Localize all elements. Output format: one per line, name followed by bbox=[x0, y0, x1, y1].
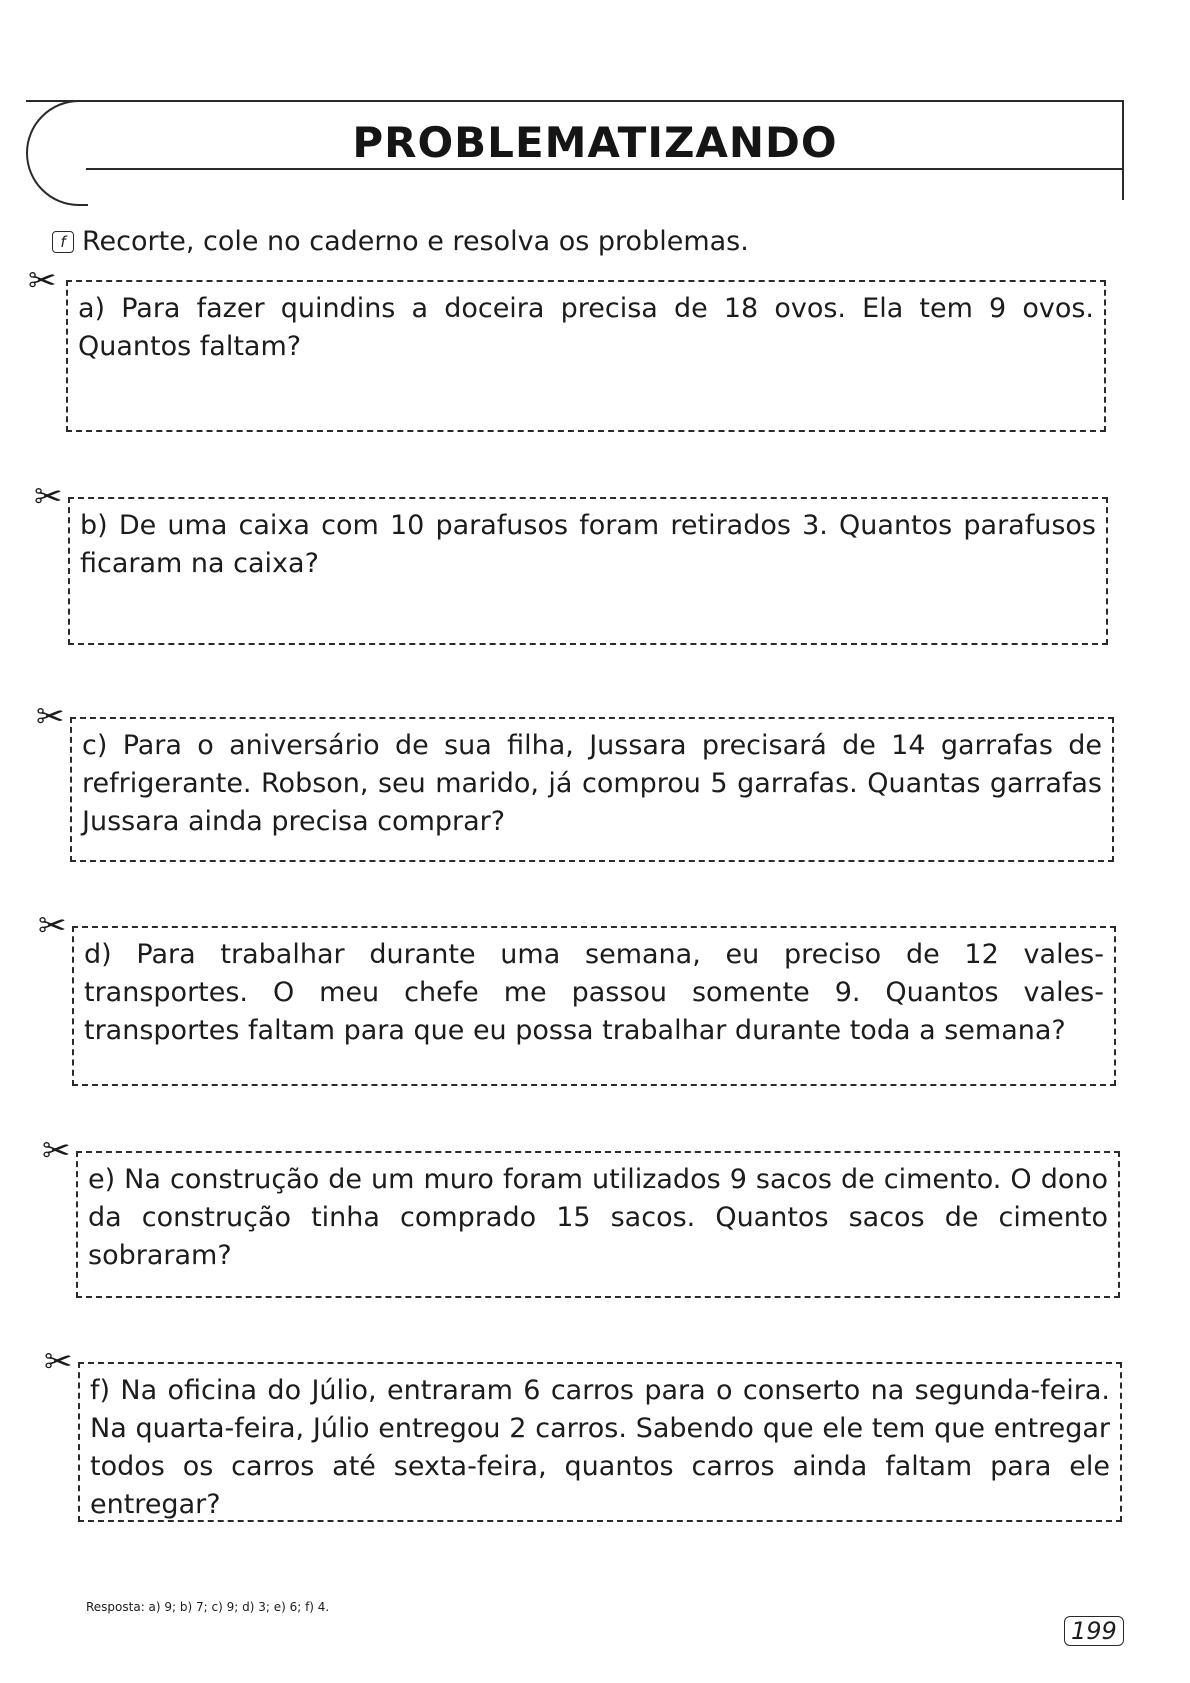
page-title: PROBLEMATIZANDO bbox=[352, 118, 838, 167]
problem-c bbox=[70, 717, 1114, 862]
problem-e-text: e) Na construção de um muro foram utilizados 9 sacos de cimento. O dono da construção tinha comprado 15 sacos. Quantos sacos de cimento sobraram? bbox=[88, 1164, 1108, 1271]
page-number: 199 bbox=[1064, 1616, 1124, 1646]
scissors-icon: ✂ bbox=[44, 1342, 73, 1382]
problem-c-text: c) Para o aniversário de sua filha, Jussara precisará de 14 garrafas de refrigerante. Robson, seu marido, já comprou 5 garrafas. Quantas garrafas Jussara ainda precisa comprar? bbox=[82, 730, 1102, 837]
scissors-icon: ✂ bbox=[28, 261, 57, 301]
problem-e bbox=[76, 1151, 1120, 1298]
scissors-icon: ✂ bbox=[34, 477, 63, 517]
instruction bbox=[52, 226, 749, 257]
answer-key: Resposta: a) 9; b) 7; c) 9; d) 3; e) 6; f) 4. bbox=[86, 1600, 330, 1614]
problem-a bbox=[66, 280, 1106, 432]
scissors-icon: ✂ bbox=[38, 906, 67, 946]
problem-f-text: f) Na oficina do Júlio, entraram 6 carros para o conserto na segunda-feira. Na quarta-feira, Júlio entregou 2 carros. Sabendo que ele tem que entregar todos os carros até sexta-feira, quantos carros ainda faltam para ele entregar? bbox=[90, 1375, 1110, 1520]
problem-b-text: b) De uma caixa com 10 parafusos foram retirados 3. Quantos parafusos ficaram na caixa? bbox=[80, 510, 1096, 579]
problem-d-text: d) Para trabalhar durante uma semana, eu preciso de 12 vales-transportes. O meu chefe me passou somente 9. Quantos vales-transportes faltam para que eu possa trabalhar durante toda a semana? bbox=[84, 939, 1104, 1046]
problem-f bbox=[78, 1362, 1122, 1522]
header-underline bbox=[86, 168, 1124, 170]
instruction-text: Recorte, cole no caderno e resolva os problemas. bbox=[82, 226, 749, 257]
scissors-icon: ✂ bbox=[36, 697, 65, 737]
instruction-badge: f bbox=[52, 231, 74, 253]
problem-a-text: a) Para fazer quindins a doceira precisa de 18 ovos. Ela tem 9 ovos. Quantos faltam? bbox=[78, 293, 1094, 362]
problem-b bbox=[68, 497, 1108, 645]
scissors-icon: ✂ bbox=[42, 1131, 71, 1171]
problem-d bbox=[72, 926, 1116, 1086]
